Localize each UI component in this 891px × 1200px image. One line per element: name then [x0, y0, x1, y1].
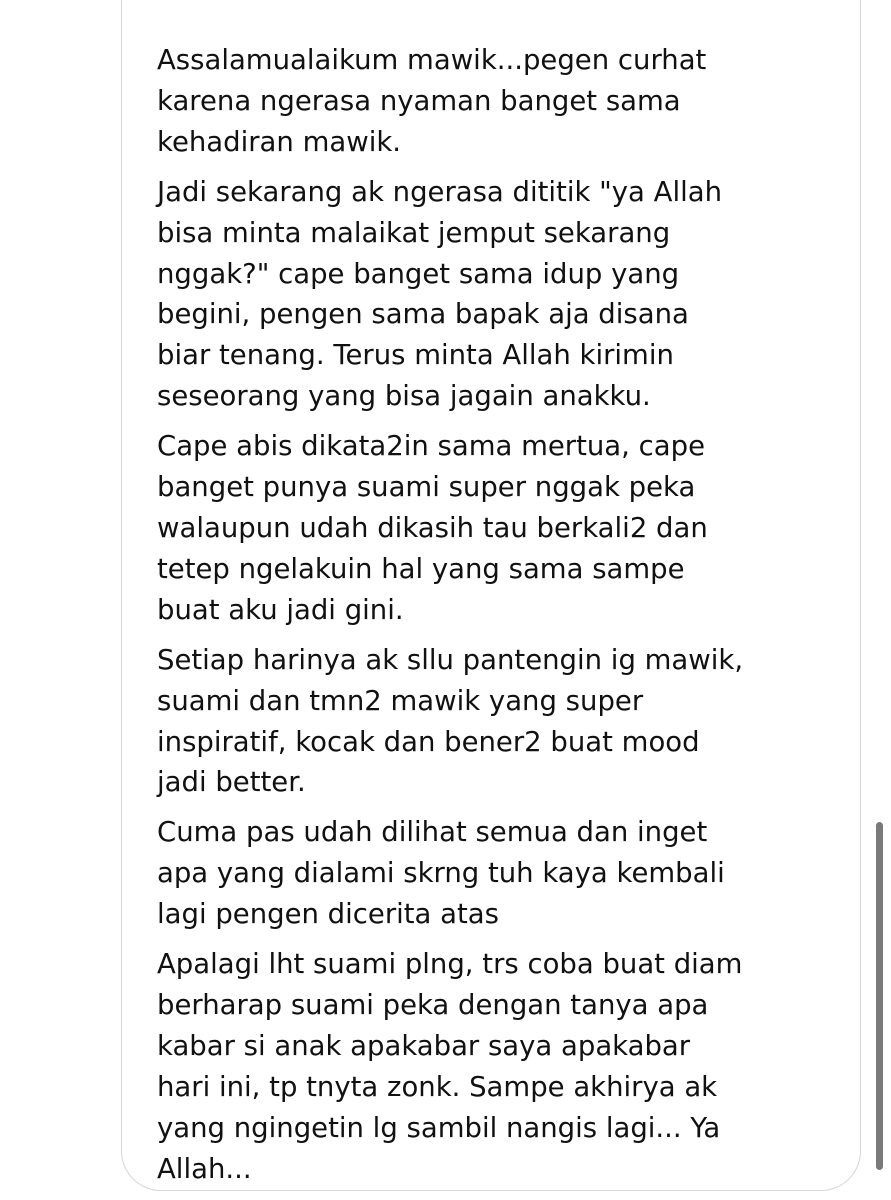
message-line: biar tenang. Terus minta Allah kirimin: [157, 339, 674, 372]
message-line: Apalagi lht suami plng, trs coba buat diam: [157, 948, 743, 981]
message-line: nggak?" cape banget sama idup yang: [157, 257, 680, 290]
scrollbar-thumb[interactable]: [876, 822, 883, 1170]
message-line: kehadiran mawik.: [157, 125, 402, 158]
message-line: begini, pengen sama bapak aja disana: [157, 298, 689, 331]
message-line: banget punya suami super nggak peka: [157, 471, 696, 504]
message-paragraph-6: [157, 944, 857, 1189]
message-line: yang ngingetin lg sambil nangis lagi... Ya: [157, 1111, 721, 1144]
message-paragraph-5: [157, 812, 857, 935]
message-line: Cuma pas udah dilihat semua dan inget: [157, 816, 708, 849]
message-line: berharap suami peka dengan tanya apa: [157, 988, 709, 1021]
message-line: Cape abis dikata2in sama mertua, cape: [157, 430, 705, 463]
message-line: buat aku jadi gini.: [157, 593, 404, 626]
message-line: bisa minta malaikat jemput sekarang: [157, 216, 671, 249]
message-line: kabar si anak apakabar saya apakabar: [157, 1029, 691, 1062]
message-line: apa yang dialami skrng tuh kaya kembali: [157, 857, 725, 890]
message-paragraph-2: [157, 172, 857, 417]
message-paragraph-4: [157, 640, 857, 804]
message-line: tetep ngelakuin hal yang sama sampe: [157, 552, 685, 585]
message-line: Assalamualaikum mawik...pegen curhat: [157, 44, 707, 76]
message-line: seseorang yang bisa jagain anakku.: [157, 380, 651, 413]
message-line: karena ngerasa nyaman banget sama: [157, 84, 681, 117]
message-line: Setiap harinya ak sllu pantengin ig mawik,: [157, 643, 744, 676]
message-line: inspiratif, kocak dan bener2 buat mood: [157, 725, 700, 758]
message-line: hari ini, tp tnyta zonk. Sampe akhirya ak: [157, 1070, 718, 1103]
message-line: lagi pengen dicerita atas: [157, 898, 499, 931]
message-line: Jadi sekarang ak ngerasa dititik "ya Allah: [157, 175, 723, 208]
message-text: [157, 40, 857, 1198]
message-line: suami dan tmn2 mawik yang super: [157, 684, 644, 717]
message-line: Allah...: [157, 1152, 252, 1185]
message-paragraph-3: [157, 426, 857, 631]
message-line: jadi better.: [157, 766, 306, 799]
message-paragraph-1: [157, 40, 857, 163]
message-line: walaupun udah dikasih tau berkali2 dan: [157, 511, 708, 544]
